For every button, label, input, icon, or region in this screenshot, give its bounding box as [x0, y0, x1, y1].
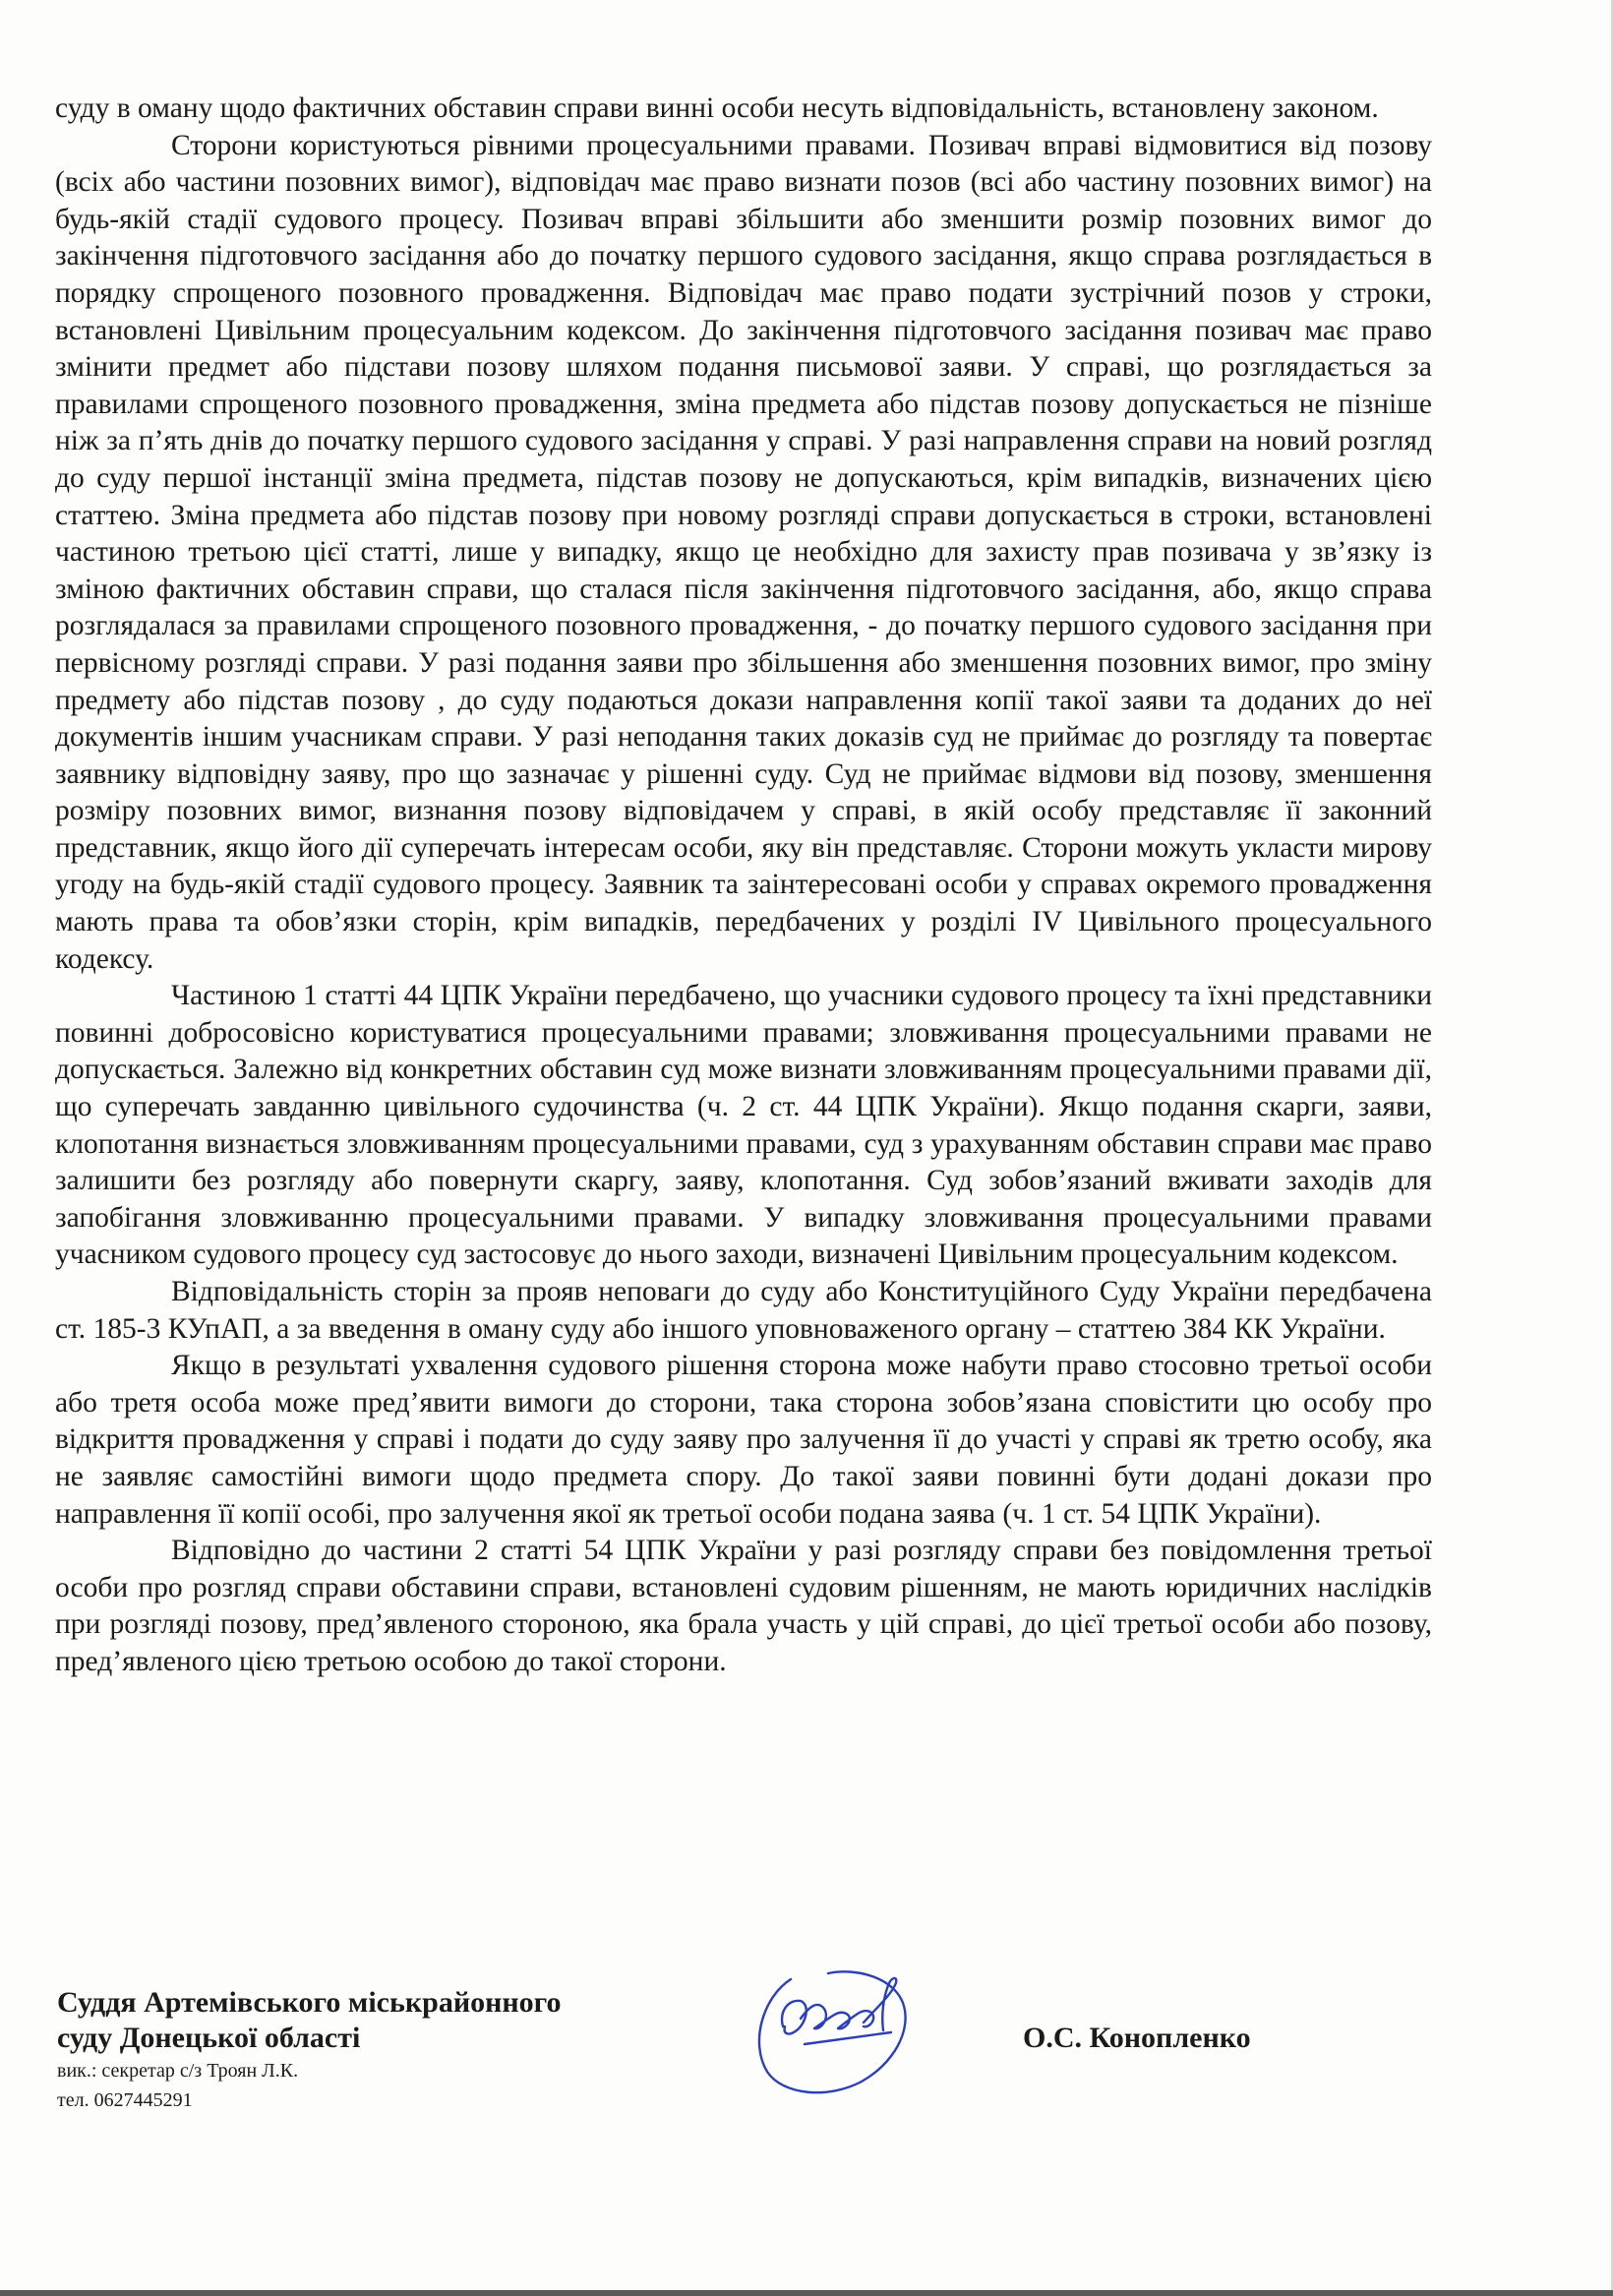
document-body — [55, 91, 1432, 1681]
judge-position-line-1: Суддя Артемівського міськрайонного — [57, 1986, 562, 2019]
phone-line: тел. 0627445291 — [57, 2089, 193, 2111]
paragraph-1: суду в оману щодо фактичних обставин справи винні особи несуть відповідальність, встановлену законом. — [55, 92, 1379, 124]
handwritten-signature-icon — [746, 1958, 932, 2105]
paragraph-3: Частиною 1 статті 44 ЦПК України передбачено, що учасники судового процесу та їхні представники повинні добросовісно користуватися процесуальними правами; зловживання процесуальними правами не допускається. Залежно від конкретних обставин суд може визнати зловживанням процесуальними правами дії, що суперечать завданню цивільного судочинства (ч. 2 ст. 44 ЦПК України). Якщо подання скарги, заяви, клопотання визнається зловживанням процесуальними правами, суд з урахуванням обставин справи має право залишити без розгляду або повернути скаргу, заяву, клопотання. Суд зобов’язаний вживати заходів для запобігання зловживанню процесуальними правами. У випадку зловживання процесуальними правами учасником судового процесу суд застосовує до нього заходи, визначені Цивільним процесуальним кодексом. — [55, 980, 1432, 1271]
executor-line: вик.: секретар с/з Троян Л.К. — [57, 2060, 299, 2082]
judge-position-line-2: суду Донецької області — [57, 2022, 361, 2054]
scan-bottom-edge — [0, 2290, 1613, 2296]
signature-block — [57, 1985, 647, 2113]
paragraph-6: Відповідно до частини 2 статті 54 ЦПК України у разі розгляду справи без повідомлення третьої особи про розгляд справи обставини справи, встановлені судовим рішенням, не мають юридичних наслідків при розгляді позову, пред’явленого стороною, яка брала участь у цій справі, до цієї третьої особи або позову, пред’явленого цією третьою особою до такої сторони. — [55, 1535, 1432, 1677]
paragraph-2: Сторони користуються рівними процесуальними правами. Позивач вправі відмовитися від позову (всіх або частини позовних вимог), відповідач має право визнати позов (всі або частину позовних вимог) на будь-якій стадії судового процесу. Позивач вправі збільшити або зменшити розмір позовних вимог до закінчення підготовчого засідання або до початку першого судового засідання, якщо справа розглядається в порядку спрощеного позовного провадження. Відповідач має право подати зустрічний позов у строки, встановлені Цивільним процесуальним кодексом. До закінчення підготовчого засідання позивач має право змінити предмет або підстави позову шляхом подання письмової заяви. У справі, що розглядається за правилами спрощеного позовного провадження, зміна предмета або підстав позову допускається не пізніше ніж за п’ять днів до початку першого судового засідання у справі. У разі направлення справи на новий розгляд до суду першої інстанції зміна предмета, підстав позову не допускаються, крім випадків, визначених цією статтею. Зміна предмета або підстав позову при новому розгляді справи допускається в строки, встановлені частиною третьою цієї статті, лише у випадку, якщо це необхідно для захисту прав позивача у зв’язку із зміною фактичних обставин справи, що сталася після закінчення підготовчого засідання, або, якщо справа розглядалася за правилами спрощеного позовного провадження, - до початку першого судового засідання при первісному розгляді справи. У разі подання заяви про збільшення або зменшення позовних вимог, про зміну предмету або підстав позову , до суду подаються докази направлення копії такої заяви та доданих до неї документів іншим учасникам справи. У разі неподання таких доказів суд не приймає до розгляду та повертає заявнику відповідну заяву, про що зазначає у рішенні суду. Суд не приймає відмови від позову, зменшення розміру позовних вимог, визнання позову відповідачем у справі, в якій особу представляє її законний представник, якщо його дії суперечать інтересам особи, яку він представляє. Сторони можуть укласти мирову угоду на будь-якій стадії судового процесу. Заявник та заінтересовані особи у справах окремого провадження мають права та обов’язки сторін, крім випадків, передбачених у розділі IV Цивільного процесуального кодексу. — [55, 129, 1432, 975]
paragraph-4: Відповідальність сторін за прояв неповаги до суду або Конституційного Суду України передбачена ст. 185-3 КУпАП, а за введення в оману суду або іншого уповноваженого органу – статтею 384 КК України. — [55, 1276, 1432, 1345]
judge-name: О.С. Конопленко — [1023, 2022, 1251, 2054]
paragraph-5: Якщо в результаті ухвалення судового рішення сторона може набути право стосовно третьої особи або третя особа може пред’явити вимоги до сторони, така сторона зобов’язана сповістити цю особу про відкриття провадження у справі і подати до суду заяву про залучення її до участі у справі як третю особу, яка не заявляє самостійні вимоги щодо предмета спору. До такої заяви повинні бути додані докази про направлення її копії особі, про залучення якої як третьої особи подана заява (ч. 1 ст. 54 ЦПК України). — [55, 1350, 1432, 1530]
